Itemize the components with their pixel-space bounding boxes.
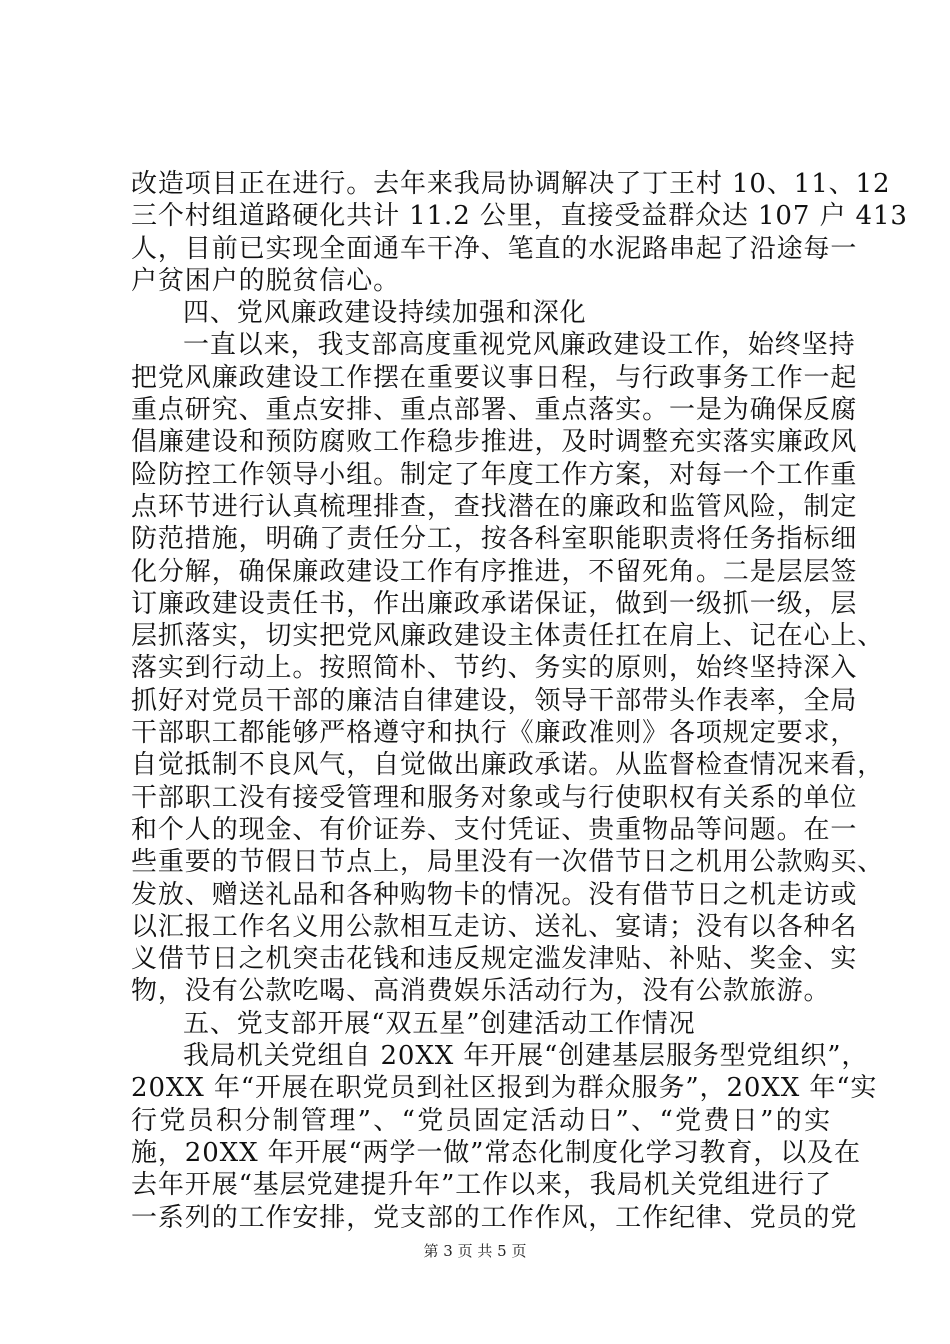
text-line: 施，20XX 年开展“两学一做”常态化制度化学习教育，以及在 xyxy=(131,1137,861,1168)
text-line: 以汇报工作名义用公款相互走访、送礼、宴请；没有以各种名 xyxy=(131,911,858,942)
text-line: 20XX 年“开展在职党员到社区报到为群众服务”，20XX 年“实 xyxy=(131,1073,878,1104)
text-line: 自觉抵制不良风气，自觉做出廉政承诺。从监督检查情况来看， xyxy=(131,750,885,781)
text-line: 干部职工没有接受管理和服务对象或与行使职权有关系的单位 xyxy=(131,782,858,813)
text-line: 点环节进行认真梳理排查，查找潜在的廉政和监管风险，制定 xyxy=(131,491,858,522)
text-line: 改造项目正在进行。去年来我局协调解决了丁王村 10、11、12 xyxy=(131,169,891,199)
text-line: 义借节日之机突击花钱和违反规定滥发津贴、补贴、奖金、实 xyxy=(131,944,858,975)
text-line: 行党员积分制管理”、“党员固定活动日”、“党费日”的实 xyxy=(131,1105,831,1136)
text-line: 落实到行动上。按照简朴、节约、务实的原则，始终坚持深入 xyxy=(131,653,858,684)
text-line: 一直以来，我支部高度重视党风廉政建设工作，始终坚持 xyxy=(183,330,856,361)
text-line: 把党风廉政建设工作摆在重要议事日程，与行政事务工作一起 xyxy=(131,362,858,393)
text-line: 订廉政建设责任书，作出廉政承诺保证，做到一级抓一级，层 xyxy=(131,588,858,619)
page-number-footer: 第 3 页 共 5 页 xyxy=(423,1242,527,1260)
text-line: 重点研究、重点安排、重点部署、重点落实。一是为确保反腐 xyxy=(131,395,858,426)
text-line: 险防控工作领导小组。制定了年度工作方案，对每一个工作重 xyxy=(131,459,858,490)
text-line: 干部职工都能够严格遵守和执行《廉政准则》各项规定要求， xyxy=(131,718,858,749)
text-line: 层抓落实，切实把党风廉政建设主体责任扛在肩上、记在心上、 xyxy=(131,621,885,652)
text-line: 化分解，确保廉政建设工作有序推进，不留死角。二是层层签 xyxy=(131,556,858,587)
text-line: 人，目前已实现全面通车干净、笔直的水泥路串起了沿途每一 xyxy=(131,233,858,264)
text-line: 一系列的工作安排，党支部的工作作风，工作纪律、党员的党 xyxy=(131,1202,858,1233)
text-line: 防范措施，明确了责任分工，按各科室职能职责将任务指标细 xyxy=(131,524,858,555)
section-heading: 五、党支部开展“双五星”创建活动工作情况 xyxy=(183,1008,696,1039)
text-line: 三个村组道路硬化共计 11.2 公里，直接受益群众达 107 户 413 xyxy=(131,201,908,232)
text-line: 我局机关党组自 20XX 年开展“创建基层服务型党组织”， xyxy=(183,1041,869,1072)
document-body xyxy=(131,168,908,1234)
text-line: 抓好对党员干部的廉洁自律建设，领导干部带头作表率，全局 xyxy=(131,685,858,716)
section-heading: 四、党风廉政建设持续加强和深化 xyxy=(183,298,587,329)
text-line: 些重要的节假日节点上，局里没有一次借节日之机用公款购买、 xyxy=(131,847,885,878)
text-line: 倡廉建设和预防腐败工作稳步推进，及时调整充实落实廉政风 xyxy=(131,427,858,458)
text-line: 户贫困户的脱贫信心。 xyxy=(131,265,401,296)
text-line: 发放、赠送礼品和各种购物卡的情况。没有借节日之机走访或 xyxy=(131,879,858,910)
text-line: 去年开展“基层党建提升年”工作以来，我局机关党组进行了 xyxy=(131,1170,832,1201)
text-line: 物，没有公款吃喝、高消费娱乐活动行为，没有公款旅游。 xyxy=(131,976,831,1007)
text-line: 和个人的现金、有价证券、支付凭证、贵重物品等问题。在一 xyxy=(131,814,858,845)
